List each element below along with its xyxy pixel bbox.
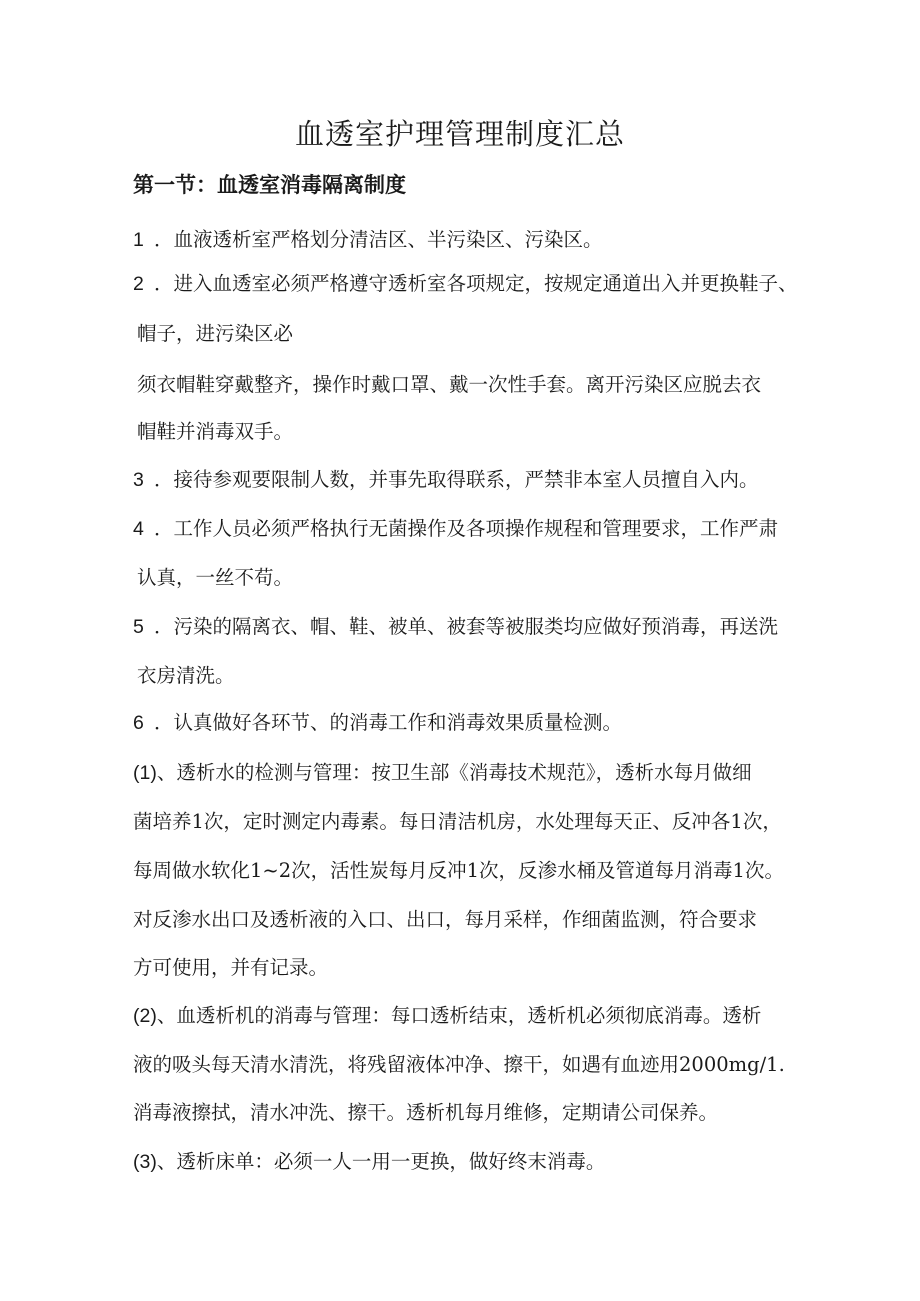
paragraph-line: 1 ．血液透析室严格划分清洁区、半污染区、污染区。 (133, 228, 603, 251)
paragraph-line: 液的吸头每天清水清洗，将残留液体冲净、擦干，如遇有血迹用2000mg∕1. (133, 1053, 785, 1076)
paragraph-line: 认真，一丝不苟。 (137, 566, 294, 589)
paragraph-line: 2 ．进入血透室必须严格遵守透析室各项规定，按规定通道出入并更换鞋子、 (133, 272, 798, 295)
paragraph-line: 对反渗水出口及透析液的入口、出口，每月采样，作细菌监测，符合要求 (133, 908, 758, 931)
document-title: 血透室护理管理制度汇总 (294, 117, 625, 151)
paragraph-line: 帽鞋并消毒双手。 (137, 420, 294, 443)
paragraph-line: 方可使用，并有记录。 (133, 956, 329, 979)
paragraph-line: 消毒液擦拭，清水冲洗、擦干。透析机每月维修，定期请公司保养。 (133, 1101, 719, 1124)
paragraph-line: 菌培养1次，定时测定内毒素。每日清洁机房，水处理每天正、反冲各1次， (133, 810, 782, 833)
paragraph-line: 4 ．工作人员必须严格执行无菌操作及各项操作规程和管理要求，工作严肃 (133, 517, 779, 540)
paragraph-line: 5 ．污染的隔离衣、帽、鞋、被单、被套等被服类均应做好预消毒，再送洗 (133, 615, 779, 638)
paragraph-line: 衣房清洗。 (137, 664, 235, 687)
paragraph-line: (2)、血透析机的消毒与管理：每口透析结束，透析机必须彻底消毒。透析 (133, 1004, 762, 1027)
paragraph-line: (3)、透析床单：必须一人一用一更换，做好终末消毒。 (133, 1150, 606, 1173)
paragraph-line: (1)、透析水的检测与管理：按卫生部《消毒技术规范》，透析水每月做细 (133, 761, 752, 784)
paragraph-line: 3 ．接待参观要限制人数，并事先取得联系，严禁非本室人员擅自入内。 (133, 468, 759, 491)
paragraph-line: 须衣帽鞋穿戴整齐，操作时戴口罩、戴一次性手套。离开污染区应脱去衣 (137, 373, 762, 396)
paragraph-line: 6 ．认真做好各环节、的消毒工作和消毒效果质量检测。 (133, 711, 623, 734)
paragraph-line: 每周做水软化1~2次，活性炭每月反冲1次，反渗水桶及管道每月消毒1次。 (133, 859, 784, 882)
paragraph-line: 帽子，进污染区必 (137, 322, 294, 345)
section-heading: 第一节：血透室消毒隔离制度 (133, 173, 406, 197)
